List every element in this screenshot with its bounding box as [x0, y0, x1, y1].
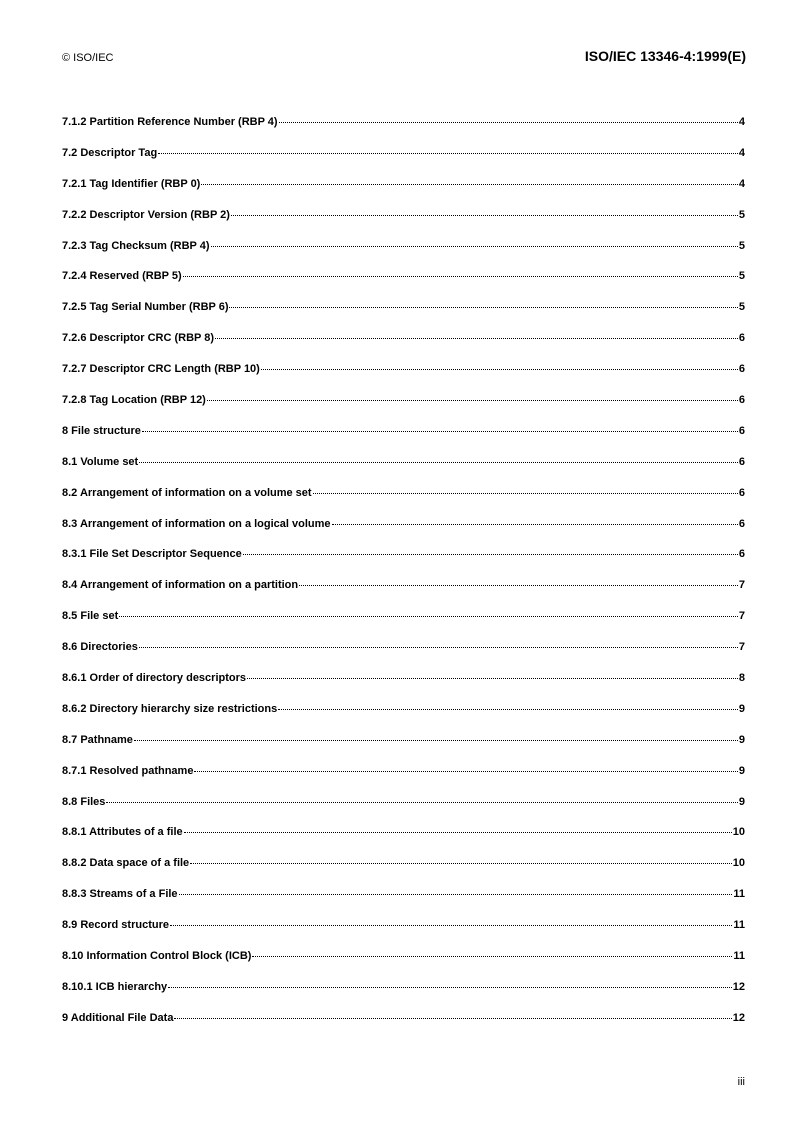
- toc-entry-page-number: 10: [732, 826, 745, 839]
- toc-dot-leader: [106, 801, 737, 803]
- toc-dot-leader: [229, 306, 737, 308]
- header-copyright: © ISO/IEC: [62, 52, 114, 64]
- header-document-id: ISO/IEC 13346-4:1999(E): [584, 48, 746, 64]
- toc-dot-leader: [119, 615, 738, 617]
- toc-entry-page-number: 4: [738, 146, 745, 159]
- toc-entry[interactable]: [62, 270, 745, 301]
- toc-entry[interactable]: [62, 826, 745, 857]
- toc-entry-page-number: 7: [738, 579, 745, 592]
- toc-entry-page-number: 4: [738, 177, 745, 190]
- toc-dot-leader: [207, 399, 738, 401]
- toc-dot-leader: [139, 461, 738, 463]
- toc-entry-page-number: 11: [733, 919, 745, 932]
- toc-entry-page-number: 12: [732, 980, 745, 993]
- toc-dot-leader: [174, 1017, 731, 1019]
- toc-entry[interactable]: [62, 209, 745, 240]
- toc-dot-leader: [139, 646, 738, 648]
- toc-entry[interactable]: [62, 981, 745, 1012]
- toc-entry-title: 8.9 Record structure: [62, 919, 169, 932]
- toc-entry-title: 8.6.2 Directory hierarchy size restrictions: [62, 702, 278, 715]
- toc-entry-page-number: 6: [738, 548, 745, 561]
- toc-entry-title: 8.3.1 File Set Descriptor Sequence: [62, 548, 242, 561]
- toc-entry-page-number: 11: [733, 950, 745, 963]
- toc-entry-title: 8.8.3 Streams of a File: [62, 888, 178, 901]
- toc-entry-title: 8.8.1 Attributes of a file: [62, 826, 183, 839]
- toc-entry-title: 8.1 Volume set: [62, 455, 139, 468]
- toc-entry-title: 7.2.5 Tag Serial Number (RBP 6): [62, 301, 229, 314]
- toc-entry-page-number: 6: [738, 332, 745, 345]
- toc-entry[interactable]: [62, 301, 745, 332]
- toc-dot-leader: [299, 584, 738, 586]
- toc-entry-title: 8.5 File set: [62, 610, 119, 623]
- toc-entry[interactable]: [62, 1012, 745, 1043]
- toc-entry[interactable]: [62, 487, 745, 518]
- toc-entry[interactable]: [62, 394, 745, 425]
- toc-dot-leader: [211, 245, 738, 247]
- toc-dot-leader: [168, 986, 732, 988]
- toc-entry[interactable]: [62, 456, 745, 487]
- toc-entry-page-number: 5: [738, 239, 745, 252]
- toc-entry-page-number: 9: [738, 733, 745, 746]
- toc-entry-page-number: 6: [738, 455, 745, 468]
- toc-entry-title: 7.2 Descriptor Tag: [62, 146, 158, 159]
- toc-dot-leader: [252, 955, 732, 957]
- toc-entry-page-number: 6: [738, 517, 745, 530]
- toc-dot-leader: [194, 770, 737, 772]
- toc-entry-page-number: 12: [732, 1011, 745, 1024]
- toc-entry-page-number: 9: [738, 702, 745, 715]
- toc-entry-title: 8.7 Pathname: [62, 733, 133, 746]
- toc-entry-title: 8.6 Directories: [62, 641, 138, 654]
- toc-entry-title: 8.8 Files: [62, 795, 106, 808]
- toc-entry-title: 7.2.7 Descriptor CRC Length (RBP 10): [62, 363, 260, 376]
- toc-dot-leader: [215, 337, 738, 339]
- toc-entry-title: 7.2.1 Tag Identifier (RBP 0): [62, 177, 201, 190]
- toc-entry[interactable]: [62, 765, 745, 796]
- toc-dot-leader: [170, 924, 732, 926]
- toc-entry-title: 7.2.3 Tag Checksum (RBP 4): [62, 239, 210, 252]
- toc-entry-page-number: 5: [738, 301, 745, 314]
- toc-entry[interactable]: [62, 147, 745, 178]
- toc-entry[interactable]: [62, 641, 745, 672]
- toc-entry-page-number: 6: [738, 363, 745, 376]
- toc-entry-title: 7.1.2 Partition Reference Number (RBP 4): [62, 116, 278, 128]
- toc-dot-leader: [332, 523, 738, 525]
- toc-entry[interactable]: [62, 240, 745, 271]
- toc-entry-page-number: 7: [738, 641, 745, 654]
- toc-entry-page-number: 5: [738, 208, 745, 221]
- toc-dot-leader: [247, 677, 738, 679]
- table-of-contents: [62, 116, 745, 1043]
- toc-entry[interactable]: [62, 178, 745, 209]
- toc-dot-leader: [201, 183, 738, 185]
- toc-dot-leader: [190, 862, 732, 864]
- toc-entry-page-number: 6: [738, 486, 745, 499]
- toc-entry-page-number: 11: [733, 888, 745, 901]
- toc-entry-page-number: 5: [738, 270, 745, 283]
- toc-entry[interactable]: [62, 672, 745, 703]
- toc-dot-leader: [158, 152, 738, 154]
- toc-entry[interactable]: [62, 950, 745, 981]
- toc-dot-leader: [183, 275, 738, 277]
- toc-entry[interactable]: [62, 332, 745, 363]
- toc-dot-leader: [313, 492, 738, 494]
- toc-entry[interactable]: [62, 610, 745, 641]
- toc-entry[interactable]: [62, 919, 745, 950]
- toc-entry-page-number: 10: [732, 857, 745, 870]
- toc-dot-leader: [184, 831, 732, 833]
- toc-entry[interactable]: [62, 116, 745, 147]
- toc-entry[interactable]: [62, 579, 745, 610]
- toc-entry-title: 8.3 Arrangement of information on a logical volume: [62, 517, 331, 530]
- toc-entry-title: 8 File structure: [62, 424, 141, 437]
- toc-entry[interactable]: [62, 888, 745, 919]
- toc-entry[interactable]: [62, 548, 745, 579]
- toc-entry[interactable]: [62, 857, 745, 888]
- toc-entry-page-number: 6: [738, 424, 745, 437]
- toc-entry-page-number: 4: [738, 116, 745, 128]
- toc-entry-title: 9 Additional File Data: [62, 1011, 174, 1024]
- toc-dot-leader: [261, 368, 738, 370]
- footer-page-number: iii: [737, 1076, 745, 1088]
- toc-dot-leader: [179, 893, 733, 895]
- toc-entry-title: 7.2.6 Descriptor CRC (RBP 8): [62, 332, 215, 345]
- toc-entry-title: 7.2.8 Tag Location (RBP 12): [62, 394, 206, 407]
- toc-entry-title: 8.6.1 Order of directory descriptors: [62, 672, 247, 685]
- toc-dot-leader: [142, 430, 738, 432]
- toc-entry-page-number: 9: [738, 764, 745, 777]
- toc-entry[interactable]: [62, 734, 745, 765]
- toc-entry-title: 7.2.2 Descriptor Version (RBP 2): [62, 208, 230, 221]
- toc-entry-title: 8.8.2 Data space of a file: [62, 857, 190, 870]
- toc-entry-title: 8.10.1 ICB hierarchy: [62, 980, 168, 993]
- toc-entry[interactable]: [62, 425, 745, 456]
- toc-entry-title: 8.7.1 Resolved pathname: [62, 764, 194, 777]
- toc-dot-leader: [278, 708, 738, 710]
- toc-dot-leader: [231, 214, 738, 216]
- toc-entry-page-number: 6: [738, 394, 745, 407]
- toc-entry[interactable]: [62, 363, 745, 394]
- toc-entry-title: 8.10 Information Control Block (ICB): [62, 950, 252, 963]
- toc-entry-page-number: 7: [738, 610, 745, 623]
- toc-dot-leader: [279, 121, 738, 123]
- toc-entry-title: 8.4 Arrangement of information on a partition: [62, 579, 299, 592]
- toc-entry-page-number: 8: [738, 672, 745, 685]
- toc-entry[interactable]: [62, 796, 745, 827]
- toc-dot-leader: [134, 739, 738, 741]
- toc-entry-title: 8.2 Arrangement of information on a volume set: [62, 486, 312, 499]
- toc-entry-title: 7.2.4 Reserved (RBP 5): [62, 270, 182, 283]
- toc-entry-page-number: 9: [738, 795, 745, 808]
- toc-entry[interactable]: [62, 703, 745, 734]
- toc-dot-leader: [243, 553, 738, 555]
- toc-entry[interactable]: [62, 518, 745, 549]
